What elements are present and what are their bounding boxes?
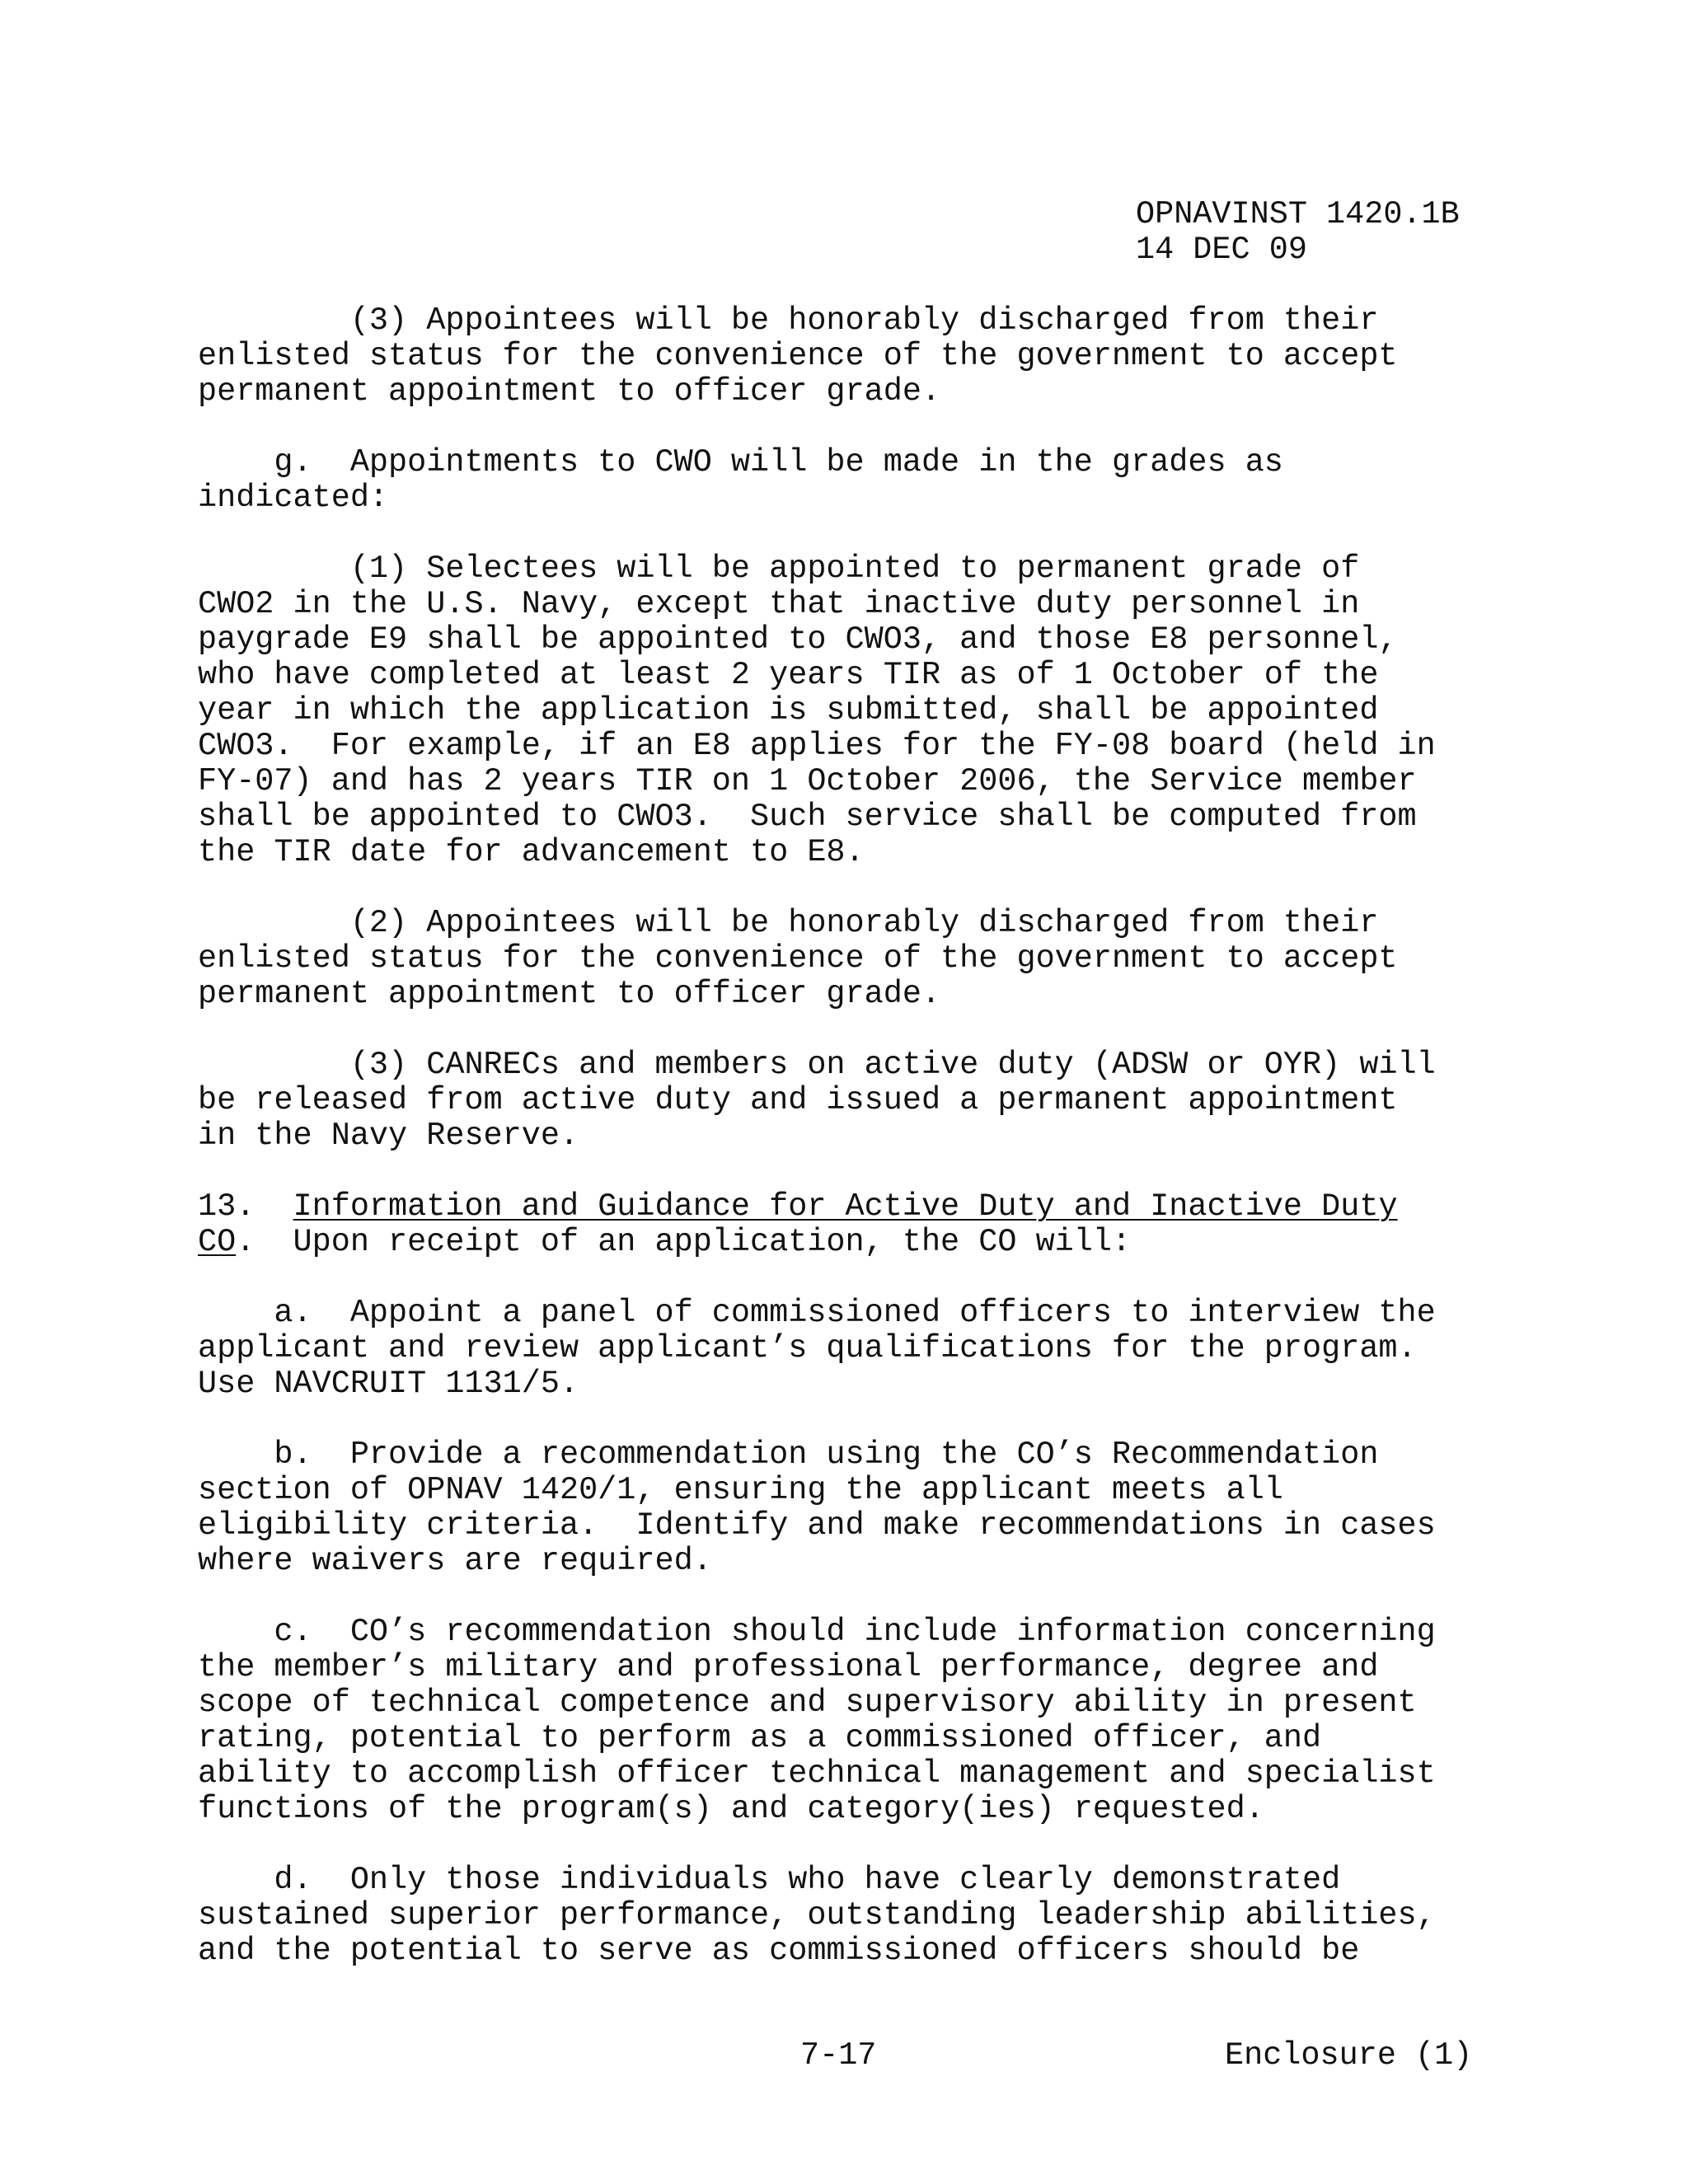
paragraph-a: a. Appoint a panel of commissioned officers to interview the applicant and review applicant’s qualifications for the program. Use NAVCRUIT 1131/5. bbox=[198, 1295, 1436, 1402]
paragraph-f3: (3) Appointees will be honorably discharged from their enlisted status for the convenience of the government to accept permanent appointment to officer grade. bbox=[198, 302, 1398, 410]
section-title-line2: CO bbox=[198, 1224, 237, 1260]
paragraph-c: c. CO’s recommendation should include information concerning the member’s military and professional performance, degree and scope of technical competence and supervisory ability in present rating, potential to perform as a commissioned officer, and ability to accomplish officer technical management and specialist functions of the program(s) and category(ies) requested. bbox=[198, 1614, 1436, 1827]
document-body bbox=[198, 303, 1500, 1969]
section-title-line1: Information and Guidance for Active Duty and Inactive Duty bbox=[293, 1188, 1398, 1225]
paragraph-g3: (3) CANRECs and members on active duty (ADSW or OYR) will be released from active duty and issued a permanent appointment in the Navy Reserve. bbox=[198, 1047, 1436, 1154]
document-header bbox=[1136, 197, 1460, 268]
page-number: 7-17 bbox=[800, 2037, 877, 2074]
paragraph-13 bbox=[198, 1189, 1500, 1260]
paragraph-g1: (1) Selectees will be appointed to permanent grade of CWO2 in the U.S. Navy, except that inactive duty personnel in paygrade E9 shall be appointed to CWO3, and those E8 personnel, who have completed at least 2 years TIR as of 1 October of the year in which the application is submitted, shall be appointed CWO3. For example, if an E8 applies for the FY-08 board (held in FY-07) and has 2 years TIR on 1 October 2006, the Service member shall be appointed to CWO3. Such service shall be computed from the TIR date for advancement to E8. bbox=[198, 551, 1436, 870]
enclosure-label: Enclosure (1) bbox=[1225, 2037, 1473, 2074]
instruction-number: OPNAVINST 1420.1B bbox=[1136, 196, 1460, 232]
section-intro: . Upon receipt of an application, the CO will: bbox=[236, 1224, 1132, 1260]
document-date: 14 DEC 09 bbox=[1136, 232, 1307, 268]
paragraph-g2: (2) Appointees will be honorably discharged from their enlisted status for the convenience of the government to accept permanent appointment to officer grade. bbox=[198, 905, 1398, 1012]
paragraph-d: d. Only those individuals who have clearly demonstrated sustained superior performance, outstanding leadership abilities, and the potential to serve as commissioned officers should be bbox=[198, 1862, 1436, 1969]
paragraph-g: g. Appointments to CWO will be made in the grades as indicated: bbox=[198, 444, 1283, 516]
paragraph-b: b. Provide a recommendation using the CO’s Recommendation section of OPNAV 1420/1, ensuring the applicant meets all eligibility criteria. Identify and make recommendations in cases where waivers are required. bbox=[198, 1436, 1436, 1579]
section-number: 13. bbox=[198, 1188, 293, 1225]
